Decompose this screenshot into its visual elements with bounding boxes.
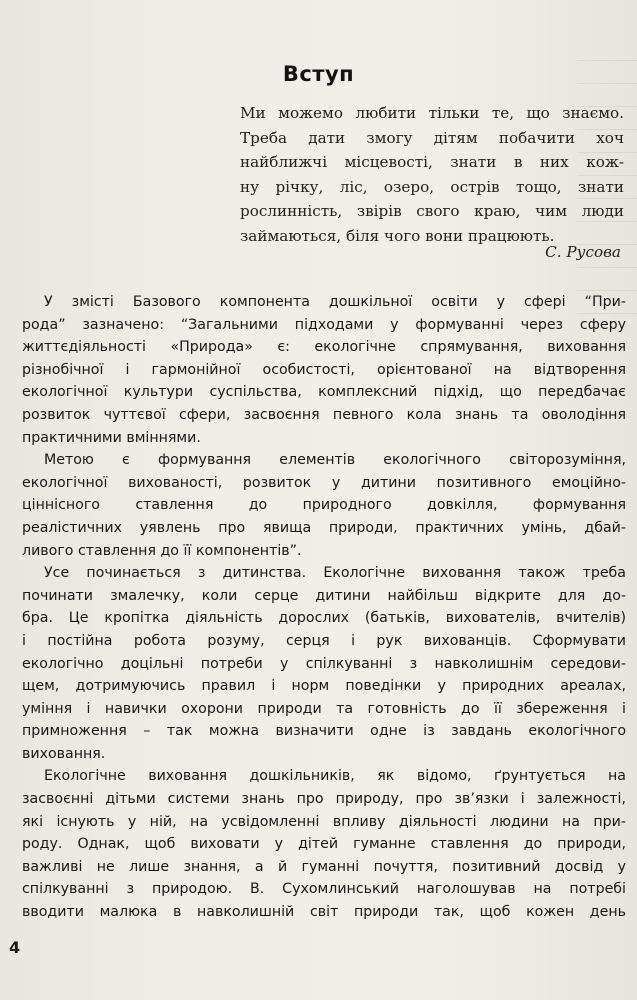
paragraph-line: реалістичних уявлень про явища природи, практичних умінь, дбай- [22,519,626,536]
epigraph-line: ну річку, ліс, озеро, острів тощо, знати [240,177,624,196]
epigraph-line: рослинність, звірів свого краю, чим люди [240,202,624,221]
paragraph-line: Метою є формування елементів екологічного світорозуміння, [44,452,626,469]
paragraph-line: примноження – так можна визначити одне із завдань екологічного [22,723,626,740]
epigraph-line: Треба дати змогу дітям побачити хоч [240,128,624,147]
paragraph-line: починати змалечку, коли серце дитини найбільш відкрите для до- [22,587,626,604]
paragraph-line: спілкуванні з природою. В. Сухомлинський наголошував на потребі [22,881,626,898]
paragraph-line: екологічної культури суспільства, комплексний підхід, що передбачає [22,384,626,401]
paragraph-line: засвоєнні дітьми системи знань про природу, про зв’язки і залежності, [22,791,626,808]
paragraph-line: бра. Це кропітка діяльність дорослих (батьків, вихователів, вчителів) [22,610,626,627]
paragraph-line: розвиток чуттєвої сфери, засвоєння певного кола знань та оволодіння [22,406,626,423]
paragraph-line: екологічної вихованості, розвиток у дитини позитивного емоційно- [22,474,626,491]
paragraph-line: Екологічне виховання дошкільників, як відомо, ґрунтується на [44,768,626,785]
page-title: Вступ [282,62,355,86]
epigraph-author: С. Русова [545,243,621,261]
epigraph-line: найближчі місцевості, знати в них кож- [240,153,624,172]
paragraph-line: екологічно доцільні потреби у спілкуванні з навколишнім середови- [22,655,626,672]
body-text [22,291,626,924]
paragraph-line: різнобічної і гармонійної особистості, орієнтованої на відтворення [22,361,626,378]
paragraph-line: життєдіяльності «Природа» є: екологічне спрямування, виховання [22,339,626,356]
paragraph-line: практичними вміннями. [22,429,201,446]
paragraph-line: важливі не лише знання, а й гуманні почуття, позитивний досвід у [22,858,626,875]
epigraph [240,101,624,249]
paragraph-line: щем, дотримуючись правил і норм поведінки у природних ареалах, [22,678,626,695]
paragraph-line: і постійна робота розуму, серця і рук вихованців. Сформувати [22,632,626,649]
paragraph-line: ціннісного ставлення до природного довкілля, формування [22,497,626,514]
paragraph-line: рода” зазначено: “Загальними підходами у формуванні через сферу [22,316,626,333]
paragraph-line: виховання. [22,745,106,762]
paragraph-line: ливого ставлення до її компонентів”. [22,542,302,559]
page-number: 4 [9,938,21,957]
epigraph-line: Ми можемо любити тільки те, що знаємо. [240,104,624,122]
paragraph-line: які існують у ній, на усвідомленні впливу діяльності людини на при- [22,813,626,830]
paragraph-line: вводити малюка в навколишній світ природи так, щоб кожен день [22,904,626,921]
paragraph-line: уміння і навички охорони природи та готовність до її збереження і [22,700,626,717]
paragraph-line: У змісті Базового компонента дошкільної освіти у сфері “При- [44,294,626,310]
epigraph-line: займаються, біля чого вони працюють. [240,226,555,245]
paragraph-line: роду. Однак, щоб виховати у дітей гуманне ставлення до природи, [22,836,626,853]
paragraph-line: Усе починається з дитинства. Екологічне виховання також треба [44,565,626,582]
